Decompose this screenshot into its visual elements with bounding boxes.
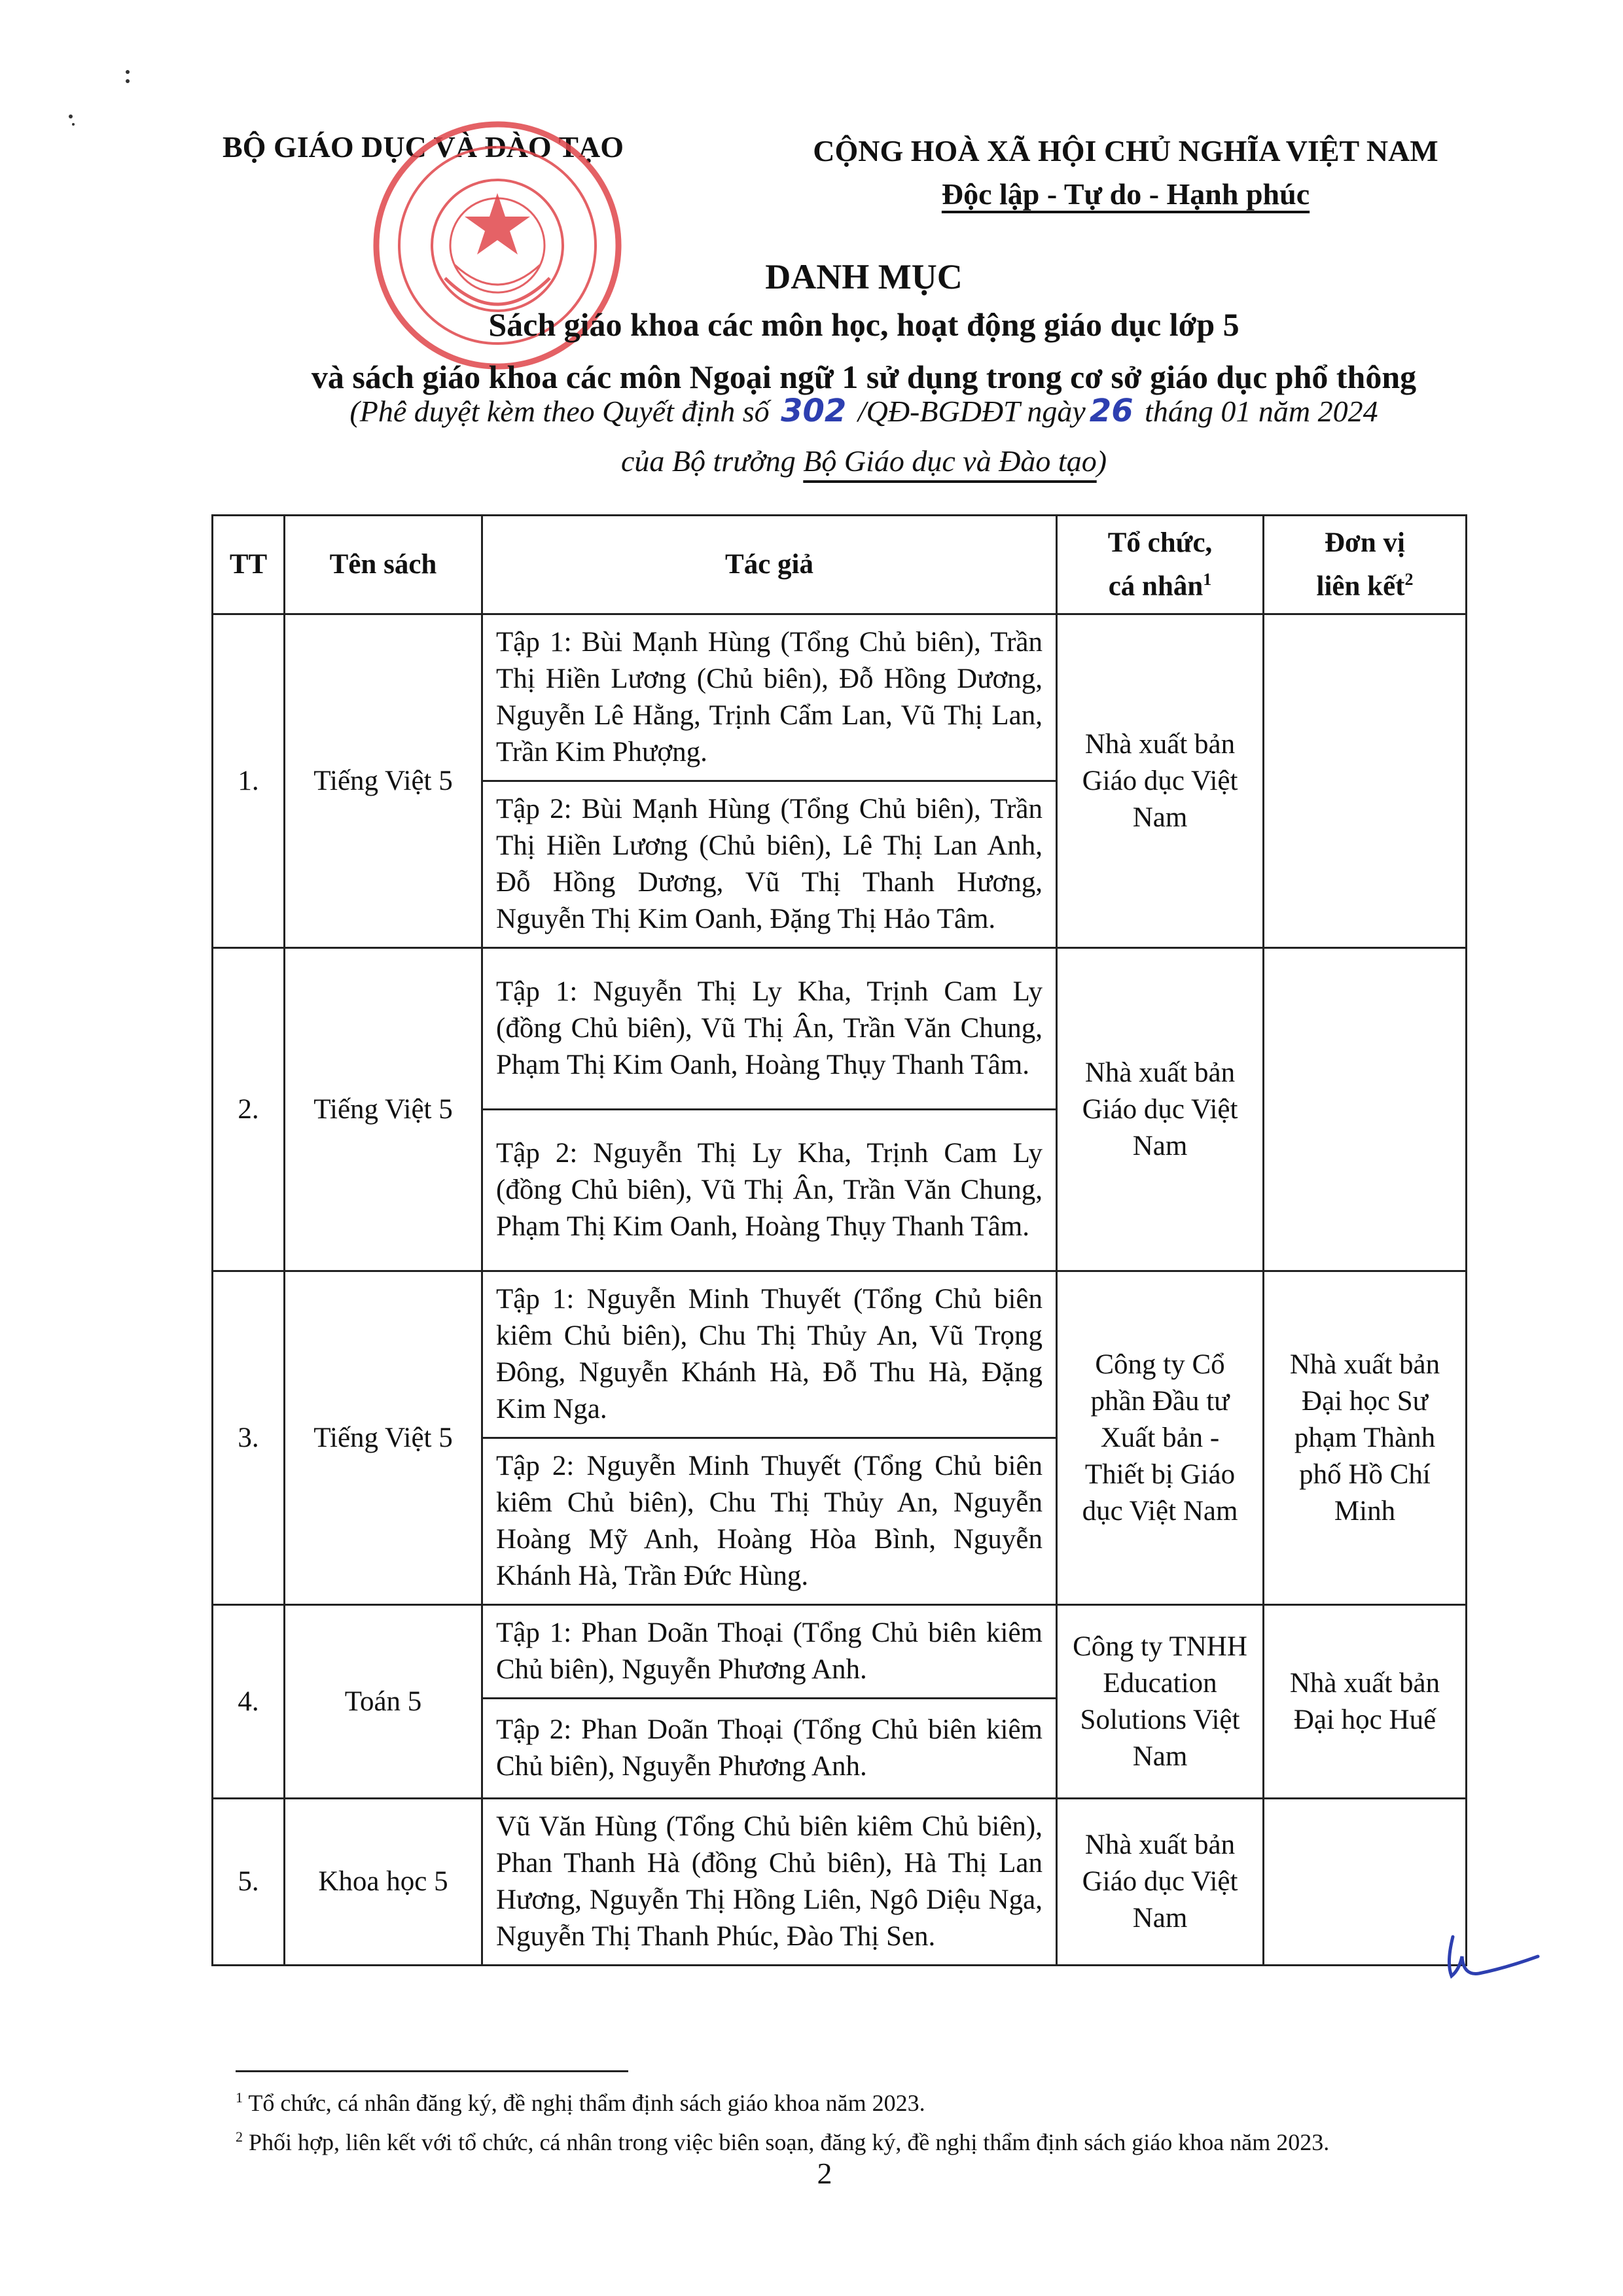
cell-author-tap1: Tập 1: Nguyễn Thị Ly Kha, Trịnh Cam Ly (đồng Chủ biên), Vũ Thị Ân, Trần Văn Chung, Phạm Thị Kim Oanh, Hoàng Thụy Thanh Tâm. <box>482 948 1057 1110</box>
table-header-row <box>213 516 1467 614</box>
header-to-chuc: Tổ chức, cá nhân$^1$ <box>1057 516 1264 614</box>
cell-organization: Nhà xuất bản Giáo dục Việt Nam <box>1057 614 1264 948</box>
cell-book-name: Toán 5 <box>285 1605 482 1799</box>
ministry-name: BỘ GIÁO DỤC VÀ ĐÀO TẠO <box>223 130 624 164</box>
cell-tt: 3. <box>213 1271 285 1605</box>
cell-author-tap1: Tập 1: Nguyễn Minh Thuyết (Tổng Chủ biên kiêm Chủ biên), Chu Thị Thủy An, Vũ Trọng Đông, Nguyễn Khánh Hà, Đỗ Thu Hà, Đặng Kim Nga. <box>482 1271 1057 1438</box>
cell-author-tap2: Tập 2: Nguyễn Thị Ly Kha, Trịnh Cam Ly (đồng Chủ biên), Vũ Thị Ân, Trần Văn Chung, Phạm Thị Kim Oanh, Hoàng Thụy Thanh Tâm. <box>482 1110 1057 1271</box>
table-row <box>213 948 1467 1110</box>
cell-organization: Công ty TNHH Education Solutions Việt Nam <box>1057 1605 1264 1799</box>
cell-partner <box>1264 948 1467 1271</box>
table-row <box>213 1799 1467 1966</box>
title-line-3: và sách giáo khoa các môn Ngoại ngữ 1 sử dụng trong cơ sở giáo dục phổ thông <box>311 359 1417 395</box>
cell-author-tap2: Tập 2: Nguyễn Minh Thuyết (Tổng Chủ biên kiêm Chủ biên), Chu Thị Thủy An, Nguyễn Hoàng Mỹ Anh, Hoàng Hòa Bình, Nguyễn Khánh Hà, Trần Đức Hùng. <box>482 1438 1057 1605</box>
header-tt: TT <box>213 516 285 614</box>
approval-line-2: của Bộ trưởng Bộ Giáo dục và Đào tạo) <box>620 444 1107 478</box>
handwritten-day: 26 <box>1089 393 1133 429</box>
table-row <box>213 1605 1467 1699</box>
cell-book-name: Tiếng Việt 5 <box>285 1271 482 1605</box>
cell-tt: 5. <box>213 1799 285 1966</box>
cell-author-tap2: Tập 2: Bùi Mạnh Hùng (Tổng Chủ biên), Trần Thị Hiền Lương (Chủ biên), Lê Thị Lan Anh, Đỗ Hồng Dương, Vũ Thị Thanh Hương, Nguyễn Thị Kim Oanh, Đặng Thị Hảo Tâm. <box>482 781 1057 948</box>
cell-partner <box>1264 614 1467 948</box>
approval-note <box>196 386 1531 486</box>
cell-partner <box>1264 1799 1467 1966</box>
republic-header <box>746 130 1505 216</box>
footnote-2: $^2$ Phối hợp, liên kết với tổ chức, cá nhân trong việc biên soạn, đăng ký, đề nghị thẩm định sách giáo khoa năm 2023. <box>236 2128 1330 2155</box>
table-row <box>213 614 1467 781</box>
handwritten-decision-number: 302 <box>781 393 847 429</box>
cell-author-tap1: Tập 1: Bùi Mạnh Hùng (Tổng Chủ biên), Trần Thị Hiền Lương (Chủ biên), Đỗ Hồng Dương, Nguyễn Lê Hằng, Trịnh Cẩm Lan, Vũ Thị Lan, Trần Kim Phượng. <box>482 614 1057 781</box>
cell-organization: Nhà xuất bản Giáo dục Việt Nam <box>1057 948 1264 1271</box>
title-line-1: DANH MỤC <box>765 257 963 296</box>
page-number: 2 <box>817 2157 832 2190</box>
header-ten-sach: Tên sách <box>285 516 482 614</box>
document-title <box>196 252 1531 405</box>
cell-organization: Nhà xuất bản Giáo dục Việt Nam <box>1057 1799 1264 1966</box>
cell-book-name: Khoa học 5 <box>285 1799 482 1966</box>
cell-book-name: Tiếng Việt 5 <box>285 614 482 948</box>
handwritten-initial <box>1440 1930 1544 1989</box>
cell-author-tap1: Tập 1: Phan Doãn Thoại (Tổng Chủ biên kiêm Chủ biên), Nguyễn Phương Anh. <box>482 1605 1057 1699</box>
cell-author: Vũ Văn Hùng (Tổng Chủ biên kiêm Chủ biên), Phan Thanh Hà (đồng Chủ biên), Hà Thị Lan Hương, Nguyễn Thị Hồng Liên, Ngô Diệu Nga, Nguyễn Thị Thanh Phúc, Đào Thị Sen. <box>482 1799 1057 1966</box>
table-row <box>213 1271 1467 1438</box>
scan-marks <box>65 65 144 136</box>
cell-tt: 4. <box>213 1605 285 1799</box>
title-line-2: Sách giáo khoa các môn học, hoạt động giáo dục lớp 5 <box>488 306 1240 343</box>
cell-tt: 1. <box>213 614 285 948</box>
approval-line-1: (Phê duyệt kèm theo Quyết định số 302 /QĐ-BGDĐT ngày 26 tháng 01 năm 2024 <box>349 393 1378 429</box>
header-don-vi: Đơn vị liên kết$^2$ <box>1264 516 1467 614</box>
footnote-1: $^1$ Tổ chức, cá nhân đăng ký, đề nghị thẩm định sách giáo khoa năm 2023. <box>236 2089 925 2116</box>
motto: Độc lập - Tự do - Hạnh phúc <box>941 177 1310 211</box>
cell-book-name: Tiếng Việt 5 <box>285 948 482 1271</box>
footnotes <box>236 2081 1479 2159</box>
textbook-table <box>211 514 1467 1966</box>
cell-author-tap2: Tập 2: Phan Doãn Thoại (Tổng Chủ biên kiêm Chủ biên), Nguyễn Phương Anh. <box>482 1699 1057 1799</box>
cell-partner: Nhà xuất bản Đại học Sư phạm Thành phố Hồ Chí Minh <box>1264 1271 1467 1605</box>
footnote-divider <box>236 2070 628 2072</box>
cell-tt: 2. <box>213 948 285 1271</box>
republic-name: CỘNG HOÀ XÃ HỘI CHỦ NGHĨA VIỆT NAM <box>813 134 1438 168</box>
cell-partner: Nhà xuất bản Đại học Huế <box>1264 1605 1467 1799</box>
header-tac-gia: Tác giả <box>482 516 1057 614</box>
cell-organization: Công ty Cổ phần Đầu tư Xuất bản - Thiết bị Giáo dục Việt Nam <box>1057 1271 1264 1605</box>
